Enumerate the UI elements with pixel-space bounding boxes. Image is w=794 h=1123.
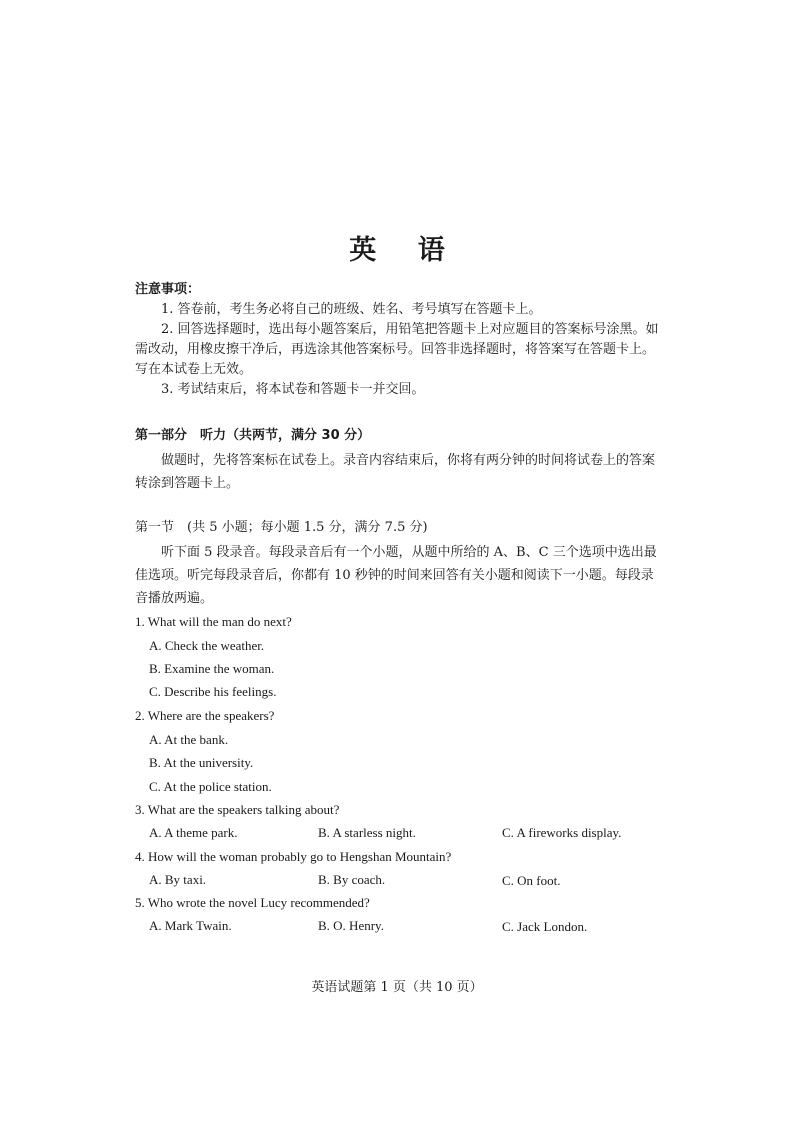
notice-item-2: 2. 回答选择题时，选出每小题答案后，用铅笔把答题卡上对应题目的答案标号涂黑。如需改动，用橡皮擦干净后，再选涂其他答案标号。回答非选择题时，将答案写在答题卡上。写在本试卷上无效。 bbox=[135, 322, 659, 377]
part1-instruction: 做题时，先将答案标在试卷上。录音内容结束后，你将有两分钟的时间将试卷上的答案转涂到答题卡上。 bbox=[135, 453, 656, 491]
q1-option-b: B. Examine the woman. bbox=[149, 661, 275, 676]
q5-option-c: C. Jack London. bbox=[502, 919, 588, 934]
notice-section bbox=[135, 280, 663, 400]
question-1-text: 1. What will the man do next? bbox=[135, 614, 292, 629]
q4-option-b: B. By coach. bbox=[318, 872, 386, 887]
question-2-text: 2. Where are the speakers? bbox=[135, 708, 275, 723]
q2-option-c: C. At the police station. bbox=[149, 779, 272, 794]
notice-item-3: 3. 考试结束后，将本试卷和答题卡一并交回。 bbox=[161, 382, 425, 397]
q5-option-a: A. Mark Twain. bbox=[149, 918, 232, 933]
q3-option-a: A. A theme park. bbox=[149, 825, 238, 840]
question-4-text: 4. How will the woman probably go to Hengshan Mountain? bbox=[135, 849, 452, 864]
q4-option-a: A. By taxi. bbox=[149, 872, 207, 887]
section1-heading: 第一节 (共 5 小题；每小题 1.5 分，满分 7.5 分) bbox=[135, 520, 428, 535]
notice-item-1: 1. 答卷前，考生务必将自己的班级、姓名、考号填写在答题卡上。 bbox=[161, 302, 542, 317]
q3-option-b: B. A starless night. bbox=[318, 825, 416, 840]
q3-option-c: C. A fireworks display. bbox=[502, 825, 622, 840]
question-3-text: 3. What are the speakers talking about? bbox=[135, 802, 340, 817]
part1-section bbox=[135, 426, 663, 495]
q2-option-a: A. At the bank. bbox=[149, 732, 229, 747]
question-5-text: 5. Who wrote the novel Lucy recommended? bbox=[135, 895, 370, 910]
notice-heading: 注意事项： bbox=[135, 282, 201, 297]
page-title: 英 语 bbox=[349, 235, 461, 266]
section1 bbox=[135, 518, 663, 610]
q1-option-c: C. Describe his feelings. bbox=[149, 684, 277, 699]
q4-option-c: C. On foot. bbox=[502, 873, 561, 888]
q2-option-b: B. At the university. bbox=[149, 755, 254, 770]
part1-heading: 第一部分 听力（共两节，满分 30 分） bbox=[135, 428, 371, 443]
page-footer: 英语试题第 1 页（共 10 页） bbox=[311, 980, 483, 995]
section1-instruction: 听下面 5 段录音。每段录音后有一个小题，从题中所给的 A、B、C 三个选项中选出最佳选项。听完每段录音后，你都有 10 秒钟的时间来回答有关小题和阅读下一小题。每段录音播放两遍。 bbox=[135, 545, 657, 606]
q5-option-b: B. O. Henry. bbox=[318, 918, 384, 933]
q1-option-a: A. Check the weather. bbox=[149, 638, 265, 653]
